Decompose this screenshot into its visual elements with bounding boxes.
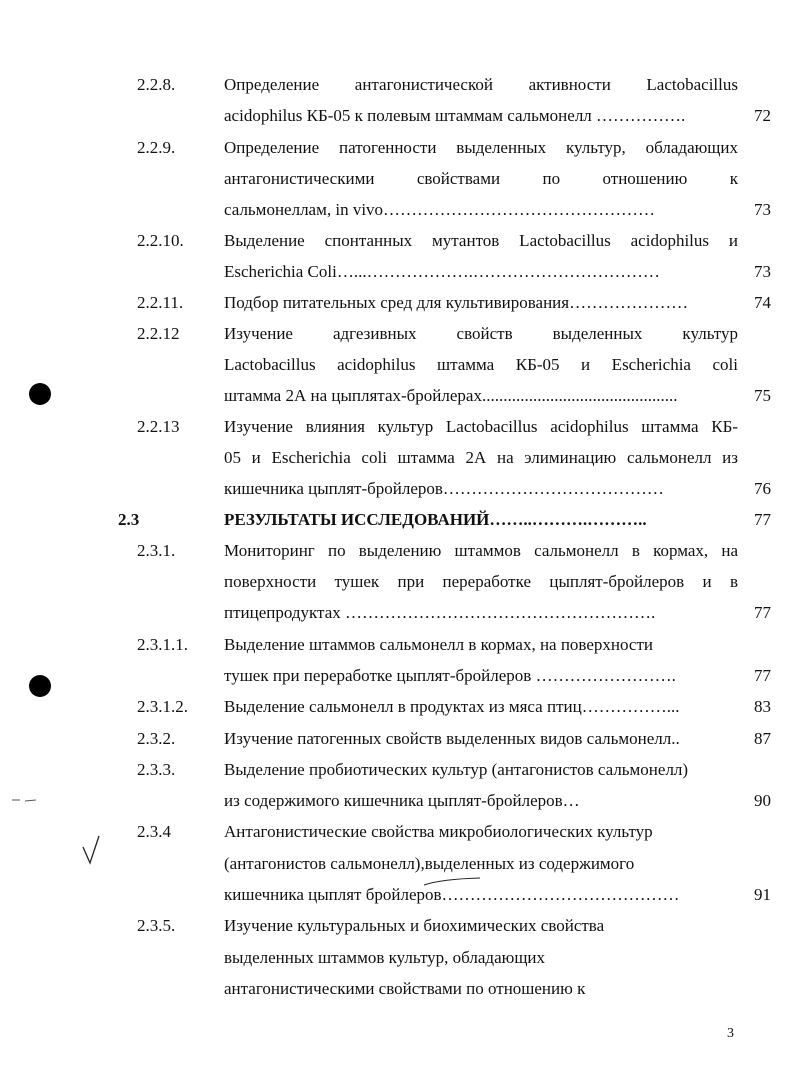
margin-dash-mark xyxy=(10,795,40,805)
toc-entry-number: 2.2.10. xyxy=(137,231,184,250)
toc-entry-line: выделенных штаммов культур, обладающих xyxy=(224,948,546,967)
toc-entry-number: 2.3.5. xyxy=(137,916,176,935)
toc-entry-line: Изучение влияния культур Lactobacillus acidophilus штамма КБ- xyxy=(224,417,738,436)
toc-entry-number: 2.2.12 xyxy=(137,324,180,343)
handwritten-check-icon xyxy=(80,833,102,869)
toc-entry-line: Изучение патогенных свойств выделенных видов сальмонелл.. xyxy=(224,729,680,748)
toc-entry-line: Изучение культуральных и биохимических свойства xyxy=(224,916,605,935)
toc-entry-page: 76 xyxy=(754,479,771,498)
toc-entry-page: 87 xyxy=(754,729,771,748)
toc-entry-number: 2.2.13 xyxy=(137,417,180,436)
toc-entry-number: 2.3.2. xyxy=(137,729,176,748)
toc-entry-line: Escherichia Coli…...……………….…………………………… xyxy=(224,262,660,281)
toc-entry-number: 2.3.4 xyxy=(137,822,171,841)
toc-entry-line: поверхности тушек при переработке цыплят-бройлеров и в xyxy=(224,572,738,591)
toc-entry-line: тушек при переработке цыплят-бройлеров ……………………. xyxy=(224,666,676,685)
toc-entry-line: (антагонистов сальмонелл),выделенных из содержимого xyxy=(224,854,635,873)
toc-entry-page: 77 xyxy=(754,603,771,622)
toc-entry-line: штамма 2А на цыплятах-бройлерах.............................................. xyxy=(224,386,678,405)
toc-entry-page: 75 xyxy=(754,386,771,405)
toc-entry-page: 77 xyxy=(754,666,771,685)
toc-entry-number: 2.3.1.1. xyxy=(137,635,188,654)
page-number: 3 xyxy=(727,1026,734,1041)
toc-entry-line: птицепродуктах ………………………………………………. xyxy=(224,603,656,622)
toc-entry-line: Выделение спонтанных мутантов Lactobacillus acidophilus и xyxy=(224,231,738,250)
toc-entry-page: 90 xyxy=(754,791,771,810)
toc-entry-number: 2.2.11. xyxy=(137,293,184,312)
toc-entry-line: кишечника цыплят-бройлеров………………………………… xyxy=(224,479,664,498)
toc-entry-line: Определение патогенности выделенных культур, обладающих xyxy=(224,138,738,157)
toc-entry-number: 2.3.1. xyxy=(137,541,176,560)
toc-entry-page: 74 xyxy=(754,293,771,312)
toc-entry-number: 2.3.3. xyxy=(137,760,176,779)
toc-entry-line: из содержимого кишечника цыплят-бройлеров… xyxy=(224,791,580,810)
toc-entry-line: Выделение пробиотических культур (антагонистов сальмонелл) xyxy=(224,760,689,779)
punch-hole-bottom xyxy=(29,675,51,697)
punch-hole-top xyxy=(29,383,51,405)
toc-entry-page: 91 xyxy=(754,885,771,904)
toc-entry-line: Lactobacillus acidophilus штамма КБ-05 и Escherichia coli xyxy=(224,355,738,374)
toc-entry-line: 05 и Escherichia coli штамма 2А на элиминацию сальмонелл из xyxy=(224,448,738,467)
toc-entry-page: 72 xyxy=(754,106,771,125)
toc-entry-line: Выделение сальмонелл в продуктах из мяса птиц……………... xyxy=(224,697,680,716)
toc-entry-line: Определение антагонистической активности Lactobacillus xyxy=(224,75,738,94)
toc-section-number: 2.3 xyxy=(118,510,140,529)
toc-entry-line: acidophilus КБ-05 к полевым штаммам сальмонелл ……………. xyxy=(224,106,686,125)
toc-entry-line: сальмонеллам, in vivo………………………………………… xyxy=(224,200,656,219)
toc-entry-line: антагонистическими свойствами по отношению к xyxy=(224,979,586,998)
toc-entry-number: 2.2.8. xyxy=(137,75,176,94)
toc-entry-number: 2.3.1.2. xyxy=(137,697,188,716)
toc-entry-page: 77 xyxy=(754,510,771,529)
toc-entry-line: антагонистическими свойствами по отношению к xyxy=(224,169,738,188)
toc-entry-line: Выделение штаммов сальмонелл в кормах, на поверхности xyxy=(224,635,654,654)
toc-entry-line: Мониторинг по выделению штаммов сальмонелл в кормах, на xyxy=(224,541,738,560)
toc-entry-line: Подбор питательных сред для культивирования………………… xyxy=(224,293,689,312)
toc-entry-page: 83 xyxy=(754,697,771,716)
toc-entry-number: 2.2.9. xyxy=(137,138,176,157)
toc-entry-page: 73 xyxy=(754,262,771,281)
toc-entry-line: кишечника цыплят бройлеров…………………………………… xyxy=(224,885,680,904)
toc-entry-page: 73 xyxy=(754,200,771,219)
toc-entry-line: Изучение адгезивных свойств выделенных культур xyxy=(224,324,738,343)
toc-section-title: РЕЗУЛЬТАТЫ ИССЛЕДОВАНИЙ……..……….……….. xyxy=(224,510,647,529)
toc-entry-line: Антагонистические свойства микробиологических культур xyxy=(224,822,653,841)
